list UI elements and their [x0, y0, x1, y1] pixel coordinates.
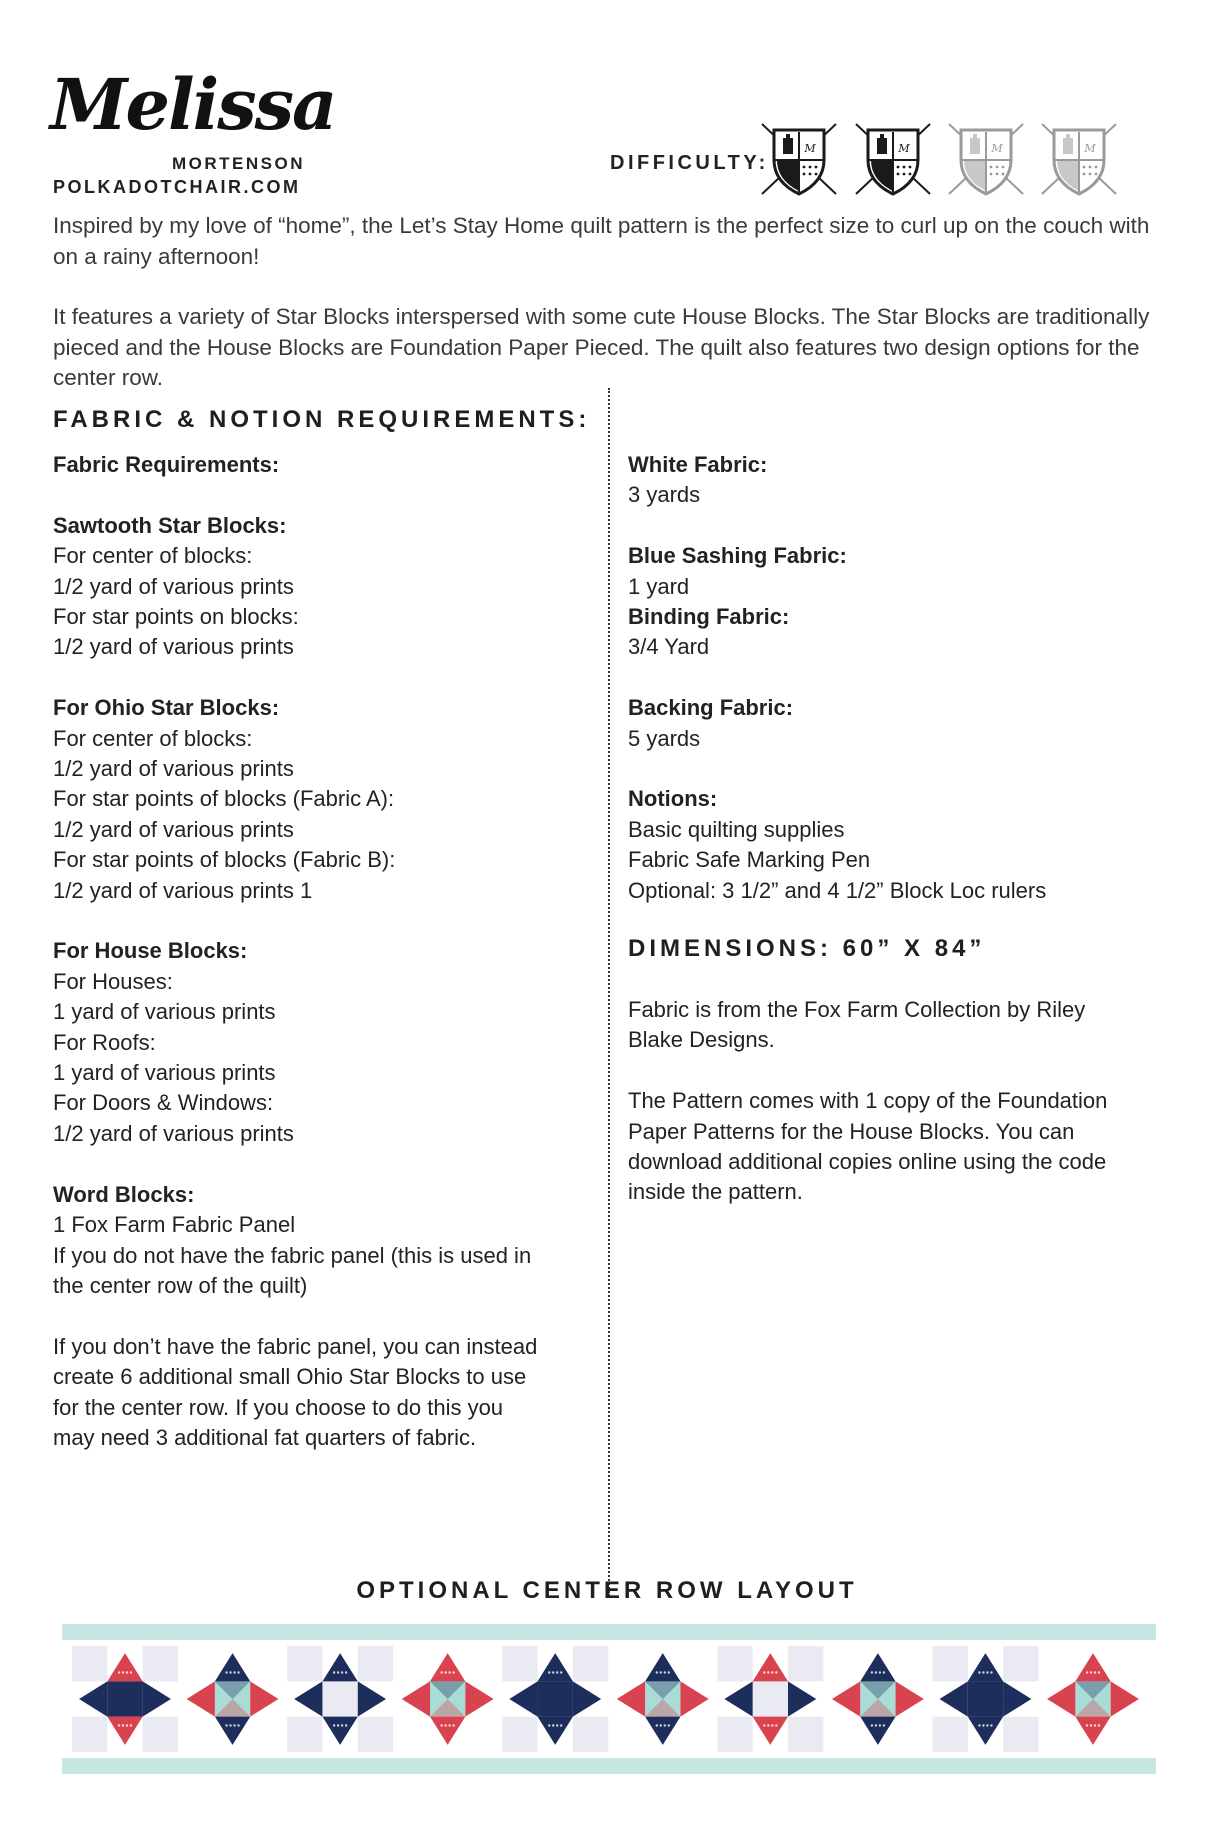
intro-paragraph-1: Inspired by my love of “home”, the Let’s Stay Home quilt pattern is the perfect size to curl up on the couch with on a rainy afternoon!: [53, 213, 1150, 269]
pattern-note-line: The Pattern comes with 1 copy of the Foundation: [628, 1088, 1108, 1114]
notions-line: Optional: 3 1/2” and 4 1/2” Block Loc rulers: [628, 877, 1047, 903]
house-blocks-title: For House Blocks:: [53, 938, 248, 964]
ohio-star-line: For star points of blocks (Fabric B):: [53, 847, 396, 873]
panel-note-line: may need 3 additional fat quarters of fabric.: [53, 1424, 477, 1450]
sashing-fabric-title: Blue Sashing Fabric:: [628, 543, 847, 569]
difficulty-shield-filled-icon: [852, 120, 934, 198]
house-blocks-line: For Houses:: [53, 968, 173, 994]
backing-fabric-value: 5 yards: [628, 725, 701, 751]
column-divider: [608, 388, 610, 1596]
notions-title: Notions:: [628, 786, 718, 812]
house-blocks-line: For Doors & Windows:: [53, 1090, 274, 1116]
center-row-quilt-illustration: [62, 1624, 1156, 1774]
house-blocks-line: 1/2 yard of various prints: [53, 1120, 294, 1146]
notions-line: Basic quilting supplies: [628, 816, 845, 842]
pattern-note-line: Paper Patterns for the House Blocks. You can: [628, 1118, 1075, 1144]
sawtooth-title: Sawtooth Star Blocks:: [53, 512, 287, 538]
quilt-star-block: [287, 1646, 393, 1752]
word-blocks-line: 1 Fox Farm Fabric Panel: [53, 1212, 296, 1238]
fabric-requirements-title: Fabric Requirements:: [53, 452, 280, 477]
center-row-title: OPTIONAL CENTER ROW LAYOUT: [356, 1577, 858, 1604]
shield-letter: M: [991, 142, 1003, 155]
difficulty-label: DIFFICULTY:: [610, 152, 769, 174]
sawtooth-line: For star points on blocks:: [53, 604, 299, 630]
sawtooth-line: 1/2 yard of various prints: [53, 634, 294, 660]
panel-note-line: for the center row. If you choose to do this you: [53, 1394, 504, 1420]
house-blocks-line: 1 yard of various prints: [53, 1060, 276, 1086]
quilt-sashing-top: [62, 1624, 1156, 1640]
sashing-fabric-value: 1 yard: [628, 573, 690, 599]
brand-website: POLKADOTCHAIR.COM: [53, 177, 301, 197]
quilt-star-block: [502, 1646, 608, 1752]
right-notes: [628, 995, 1188, 1208]
ohio-star-title: For Ohio Star Blocks:: [53, 695, 280, 721]
ohio-star-line: 1/2 yard of various prints 1: [53, 877, 313, 903]
requirements-heading: FABRIC & NOTION REQUIREMENTS:: [53, 406, 591, 433]
shield-letter: M: [1084, 142, 1096, 155]
binding-fabric-title: Binding Fabric:: [628, 604, 790, 630]
right-column: [628, 450, 1188, 906]
word-blocks-line: If you do not have the fabric panel (this is used in: [53, 1242, 532, 1268]
quilt-star-block: [717, 1646, 823, 1752]
brand-logo-surname: MORTENSON: [172, 154, 305, 173]
left-column: [53, 450, 593, 1453]
binding-fabric-value: 3/4 Yard: [628, 634, 710, 660]
pattern-note-line: inside the pattern.: [628, 1179, 803, 1205]
shield-letter: M: [804, 142, 816, 155]
quilt-star-block: [1040, 1646, 1146, 1752]
ohio-star-line: For star points of blocks (Fabric A):: [53, 786, 395, 812]
difficulty-shield-empty-icon: [1038, 120, 1120, 198]
house-blocks-line: 1 yard of various prints: [53, 999, 276, 1025]
quilt-sashing-bottom: [62, 1758, 1156, 1774]
quilt-star-block: [825, 1646, 931, 1752]
quilt-star-block: [610, 1646, 716, 1752]
backing-fabric-title: Backing Fabric:: [628, 695, 794, 721]
brand-logo-script: Melissa: [50, 63, 336, 146]
word-blocks-title: Word Blocks:: [53, 1181, 195, 1207]
white-fabric-value: 3 yards: [628, 482, 701, 508]
difficulty-shield-filled-icon: [758, 120, 840, 198]
quilt-star-block: [72, 1646, 178, 1752]
difficulty-shield-empty-icon: [945, 120, 1027, 198]
notions-line: Fabric Safe Marking Pen: [628, 847, 871, 873]
dimensions-heading: DIMENSIONS: 60” X 84”: [628, 935, 986, 962]
shield-letter: M: [898, 142, 910, 155]
sawtooth-line: 1/2 yard of various prints: [53, 573, 294, 599]
panel-note-line: If you don’t have the fabric panel, you can instead: [53, 1333, 538, 1359]
ohio-star-line: 1/2 yard of various prints: [53, 756, 294, 782]
panel-note-line: create 6 additional small Ohio Star Blocks to use: [53, 1364, 527, 1390]
ohio-star-line: For center of blocks:: [53, 725, 253, 751]
house-blocks-line: For Roofs:: [53, 1029, 156, 1055]
sawtooth-line: For center of blocks:: [53, 543, 253, 569]
intro-paragraph-2: It features a variety of Star Blocks interspersed with some cute House Blocks. The Star Blocks are traditionally pieced and the House Blocks are Foundation Paper Pieced. The quilt also features two design options for the center row.: [53, 304, 1150, 390]
fabric-source-line: Fabric is from the Fox Farm Collection by Riley: [628, 997, 1086, 1022]
quilt-star-block: [180, 1646, 286, 1752]
white-fabric-title: White Fabric:: [628, 452, 768, 477]
fabric-source-line: Blake Designs.: [628, 1027, 775, 1053]
word-blocks-line: the center row of the quilt): [53, 1272, 308, 1298]
ohio-star-line: 1/2 yard of various prints: [53, 816, 294, 842]
quilt-star-block: [932, 1646, 1038, 1752]
pattern-note-line: download additional copies online using the code: [628, 1149, 1107, 1175]
quilt-star-block: [395, 1646, 501, 1752]
